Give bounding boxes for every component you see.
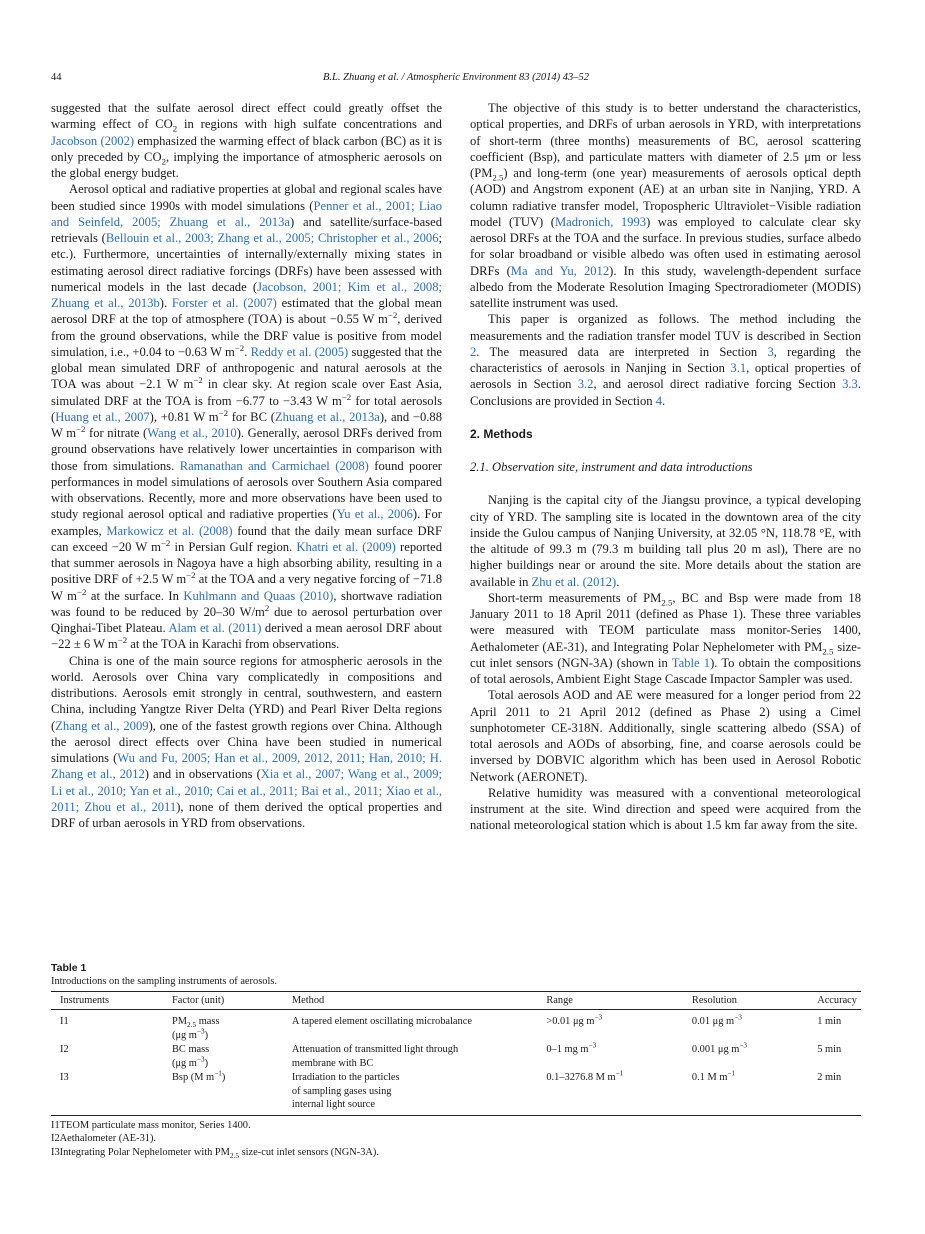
cell-factor: Bsp (M $m^{-1}$) [171,1069,226,1083]
cell-instrument: I2 [60,1044,69,1055]
section-link[interactable]: 3 [767,344,774,359]
header-resolution: Resolution [691,995,737,1006]
section-link[interactable]: 3.3 [842,377,858,392]
citation-link[interactable]: Khatri et al. (2009) [296,539,396,554]
section-heading: 2. Methods [470,426,533,441]
section-link[interactable]: 2 [470,344,477,359]
cell-range: 0–1 mg $m^{-3}$ [546,1041,597,1055]
cell-resolution: 0.1 M $m^{-1}$ [691,1069,736,1083]
footnote: I2Aethalometer (AE-31). [51,1133,157,1144]
section-link[interactable]: 3.1 [730,361,747,375]
table-link[interactable]: Table 1 [671,655,711,670]
cell-accuracy: 5 min [817,1044,842,1055]
paragraph: Total aerosols AOD and AE were measured for a longer period from 22 April 2011 to 21 April 2012 (defined as Phase 2) using a Cimel sunphotometer CE-318N. Additionally, single scattering albedo (SSA) of total aerosols and AODs of absorbing, fine, and coarse aerosols could be inversed by DOBVIC algorithm which has been used in Aerosol Robotic Network (AERONET). [470,688,861,784]
cell-instrument: I3 [60,1072,69,1083]
citation-link[interactable]: Yu et al., 2006 [336,507,413,522]
cell-factor: $PM_{2.5}$ mass (μg $m^{-3}$) [171,1016,220,1041]
paragraph: This paper is organized as follows. The method including the measurements and the radiation transfer model TUV is described in Section 2. The measured data are interpreted in Section 3, regarding the characteristics of aerosols in Nanjing in Section 3.1, optical properties of aerosols in Section 3.2, and aerosol direct radiative forcing Section 3.3. Conclusions are provided in Section 4. [470,312,861,408]
subsection-heading: 2.1. Observation site, instrument and data introductions [470,460,753,474]
cell-method: Irradiation to the particles of sampling gases using internal light source [291,1072,400,1110]
citation-link[interactable]: Ma and Yu, 2012 [510,263,610,278]
section-link[interactable]: 4 [655,393,663,408]
citation-link[interactable]: Reddy et al. (2005) [250,344,349,359]
header-range: Range [546,995,573,1006]
table-caption: Introductions on the sampling instruments of aerosols. [51,976,277,987]
paragraph: Aerosol optical and radiative properties at global and regional scales have been studied since 1990s with model simulations (Penner et al., 2001; Liao and Seinfeld, 2005; Zhuang et al., 2013a) and satellite/surface-based retrievals (Bellouin et al., 2003; Zhang et al., 2005; Christopher et al., 2006; etc.). Furthermore, uncertainties of internally/externally mixing states in estimating aerosol direct radiative forcings (DRFs) have been assessed with numerical models in the last decade (Jacobson, 2001; Kim et al., 2008; Zhuang et al., 2013b). Forster et al. (2007) estimated that the global mean aerosol DRF at the top of atmosphere (TOA) is about −0.55 W $m^{-2}$, derived from the ground observations, while the DRF value is positive from model simulation, i.e., +0.04 to −0.63 W $m^{-2}$. Reddy et al. (2005) suggested that the global mean simulated DRF of anthropogenic and natural aerosols at the TOA was about −2.1 W $m^{-2}$ in clear sky. At region scale over East Asia, simulated DRF at the TOA is from −6.77 to −3.43 W $m^{-2}$ for total aerosols (Huang et al., 2007), +0.81 W $m^{-2}$ for BC (Zhuang et al., 2013a), and −0.88 W $m^{-2}$ for nitrate (Wang et al., 2010). Generally, aerosol DRFs derived from ground observations have relatively lower uncertainties in comparison with those from simulations. Ramanathan and Carmichael (2008) found poorer performances in model simulations of aerosols over Southern Asia compared with observations. Recently, more and more observations have been used to study regional aerosol optical and radiative properties (Yu et al., 2006). For examples, Markowicz et al. (2008) found that the daily mean surface DRF can exceed −20 W $m^{-2}$ in Persian Gulf region. Khatri et al. (2009) reported that summer aerosols in Nagoya have a high absorbing ability, resulting in a positive DRF of +2.5 W $m^{-2}$ at the TOA and a very negative forcing of −71.8 W $m^{-2}$ at the surface. In Kuhlmann and Quaas (2010), shortwave radiation was found to be reduced by 20–30 $W/m^2$ due to aerosol perturbation over Qinghai-Tibet Plateau. Alam et al. (2011) derived a mean aerosol DRF about −22 ± 6 W $m^{-2}$ at the TOA in Karachi from observations. [51,182,443,652]
citation-link[interactable]: Madronich, 1993 [554,214,647,229]
paragraph: suggested that the sulfate aerosol direct effect could greatly offset the warming effect of $CO_2$ in regions with high sulfate concentrations and Jacobson (2002) emphasized the warming effect of black carbon (BC) as it is only preceded by $CO_2$, implying the importance of atmospheric aerosols on the global energy budget. [51,101,442,180]
cell-accuracy: 2 min [817,1072,842,1083]
citation-link[interactable]: Wu and Fu, 2005; Han et al., 2009, 2012, 2011; Han, 2010; H. Zhang et al., 2012 [51,751,442,782]
header-instruments: Instruments [60,995,110,1006]
cell-method: Attenuation of transmitted light through membrane with BC [291,1044,459,1069]
citation-link[interactable]: Xia et al., 2007; Wang et al., 2009; Li et al., 2010; Yan et al., 2010; Cai et al., 2011; Bai et al., 2011; Xiao et al., 2011; Zhou et al., 2011 [51,767,442,814]
cell-resolution: 0.01 μg $m^{-3}$ [691,1013,742,1027]
paragraph: The objective of this study is to better understand the characteristics, optical properties, and DRFs of urban aerosols in YRD, with interpretations of short-term (three months) measurements of BC, aerosol scattering coefficient (Bsp), and particulate matters with diameter of 2.5 μm or less $(PM_{2.5})$ and long-term (one year) measurements of aerosols optical depth (AOD) and Angstrom exponent (AE) at an urban site in Nanjing, YRD. A column radiative transfer model, Tropospheric Ultraviolet−Visible radiation model (TUV) (Madronich, 1993) was employed to calculate clear sky aerosol DRFs at the TOA and the surface. In previous studies, surface albedo for solar broadband or visible albedo was often used in estimating aerosol DRFs (Ma and Yu, 2012). In this study, wavelength-dependent surface albedo from the Moderate Resolution Imaging Spectroradiometer (MODIS) satellite instrument was used. [470,101,862,310]
paragraph: China is one of the main source regions for atmospheric aerosols in the world. Aerosols over China vary complicatedly in compositions and distributions. Aerosols emit strongly in central, southwestern, and eastern China, including Yangtze River Delta (YRD) and Pearl River Delta regions (Zhang et al., 2009), one of the fastest growth regions over China. Although the aerosol direct effects over China have been studied in numerical simulations (Wu and Fu, 2005; Han et al., 2009, 2012, 2011; Han, 2010; H. Zhang et al., 2012) and in observations (Xia et al., 2007; Wang et al., 2009; Li et al., 2010; Yan et al., 2010; Cai et al., 2011; Bai et al., 2011; Xiao et al., 2011; Zhou et al., 2011), none of them derived the optical properties and DRF of urban aerosols in YRD from observations. [51,653,443,830]
cell-accuracy: 1 min [817,1016,842,1027]
paragraph: Short-term measurements of $PM_{2.5}$, BC and Bsp were made from 18 January 2011 to 18 April 2011 (defined as Phase 1). These three variables were measured with TEOM particulate mass monitor-Series 1400, Aethalometer (AE-31), and Integrating Polar Nephelometer with $PM_{2.5}$ size-cut inlet sensors (NGN-3A) (shown in Table 1). To obtain the compositions of total aerosols, Ambient Eight Stage Cascade Impactor Sampler was used. [470,590,862,686]
header-factor: Factor (unit) [171,995,225,1006]
footnote: I3Integrating Polar Nephelometer with $PM_{2.5}$ size-cut inlet sensors (NGN-3A). [51,1146,379,1160]
citation-link[interactable]: Wang et al., 2010 [147,426,237,440]
table-1 [51,962,861,1159]
header-accuracy: Accuracy [817,995,857,1006]
citation-link[interactable]: Bellouin et al., 2003; Zhang et al., 2005; Christopher et al., 2006 [105,231,439,245]
citation-link[interactable]: Penner et al., 2001; Liao and Seinfeld, 2005; Zhuang et al., 2013a [51,198,442,229]
paragraph: Nanjing is the capital city of the Jiangsu province, a typical developing city of YRD. The sampling site is located in the downtown area of the city inside the Gulou campus of Nanjing University, at 32.05 °N, 118.78 °E, with the altitude of 99.3 m (79.3 m building tall plus 20 m asl), There are no higher buildings near or around the site. More details about the station are available in Zhu et al. (2012). [470,493,861,589]
citation-link[interactable]: Kuhlmann and Quaas (2010) [183,588,334,603]
cell-range: 0.1–3276.8 M $m^{-1}$ [546,1069,624,1083]
citation-link[interactable]: Alam et al. (2011) [168,621,262,635]
citation-link[interactable]: Forster et al. (2007) [171,296,277,310]
table-row [51,1042,861,1070]
footnote: I1TEOM particulate mass monitor, Series 1400. [51,1119,251,1131]
table-header-row [51,992,861,1010]
section-link[interactable]: 3.2 [577,377,594,392]
citation-link[interactable]: Jacobson, 2001; Kim et al., 2008; Zhuang et al., 2013b [51,279,443,310]
instruments-table [51,991,861,1116]
cell-range: >0.01 μg $m^{-3}$ [546,1013,603,1027]
citation-link[interactable]: Ramanathan and Carmichael (2008) [179,458,369,473]
left-column [51,100,442,831]
table-row [51,1070,861,1115]
header-method: Method [291,995,325,1006]
cell-factor: BC mass (μg $m^{-3}$) [171,1044,210,1069]
citation-link[interactable]: Jacobson (2002) [51,133,135,148]
cell-method: A tapered element oscillating microbalance [291,1016,472,1027]
citation-link[interactable]: Zhang et al., 2009 [55,718,149,733]
cell-resolution: 0.001 μg $m^{-3}$ [691,1041,748,1055]
page-number: 44 [51,72,62,83]
cell-instrument: I1 [60,1016,69,1027]
table-row [51,1010,861,1043]
running-header [51,72,861,88]
paragraph: Relative humidity was measured with a conventional meteorological instrument at the site. Wind direction and speed were acquired from the national meteorological station which is about 1.5 km far away from the site. [470,785,861,833]
running-head: B.L. Zhuang et al. / Atmospheric Environment 83 (2014) 43–52 [323,72,589,83]
citation-link[interactable]: Zhuang et al., 2013a [274,409,380,424]
citation-link[interactable]: Zhu et al. (2012) [531,574,617,589]
table-label: Table 1 [51,962,87,974]
citation-link[interactable]: Markowicz et al. (2008) [106,523,233,538]
table-footnotes [51,1119,861,1160]
citation-link[interactable]: Huang et al., 2007 [55,409,150,424]
right-column [470,100,861,834]
